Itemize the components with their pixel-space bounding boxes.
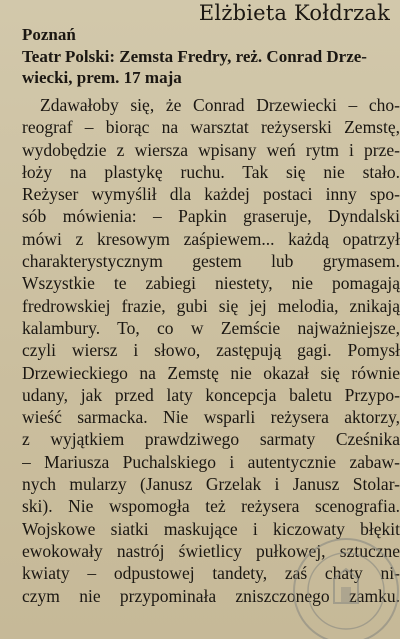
article-city: Poznań [22, 25, 76, 44]
body-line: fredrowskiej frazie, gubi się jej melodia, znikają [22, 295, 400, 316]
body-line: kalambury. To, co w Zemście najważniejsze, [22, 317, 400, 338]
body-line: ski). Nie wspomogła też reżysera scenografia. [22, 496, 400, 517]
body-line: Wszystkie te zabiegi niestety, nie pomagają [22, 273, 400, 294]
body-line: wydobędzie z wiersza wpisany weń rytm i prze- [22, 139, 400, 160]
body-line: Reżyser wymyślił dla każdej postaci inny spo- [22, 184, 400, 205]
body-line: charakterystycznym gestem lub grymasem. [22, 251, 400, 272]
body-line: wieść sarmacka. Nie wsparli reżysera aktorzy, [22, 407, 400, 428]
article-headline [22, 46, 400, 88]
body-line: ewokowały nastrój świetlicy pułkowej, sztuczne [22, 540, 400, 561]
body-line: mówi z kresowym zaśpiewem... każdą opatrzył [22, 228, 400, 249]
headline-line: wiecki, prem. 17 maja [22, 68, 182, 87]
body-line: czyli wiersz i słowo, zastępują gagi. Pomysł [22, 340, 400, 361]
body-line: Wojskowe siatki maskujące i kiczowaty błękit [22, 518, 400, 539]
body-line: udany, jak przed laty koncepcja baletu Przypo- [22, 384, 400, 405]
body-line: kwiaty – odpustowej tandety, zaś chaty ni- [22, 563, 400, 584]
body-line: sób mówienia: – Papkin graseruje, Dyndalski [22, 206, 400, 227]
body-line: Zdawałoby się, że Conrad Drzewiecki – cho- [40, 95, 400, 115]
body-line: Drzewieckiego na Zemstę nie okazał się równie [22, 362, 400, 383]
body-line: z wyjątkiem prawdziwego sarmaty Cześnika [22, 429, 400, 450]
article-author: Elżbieta Kołdrzak [198, 1, 390, 25]
body-line: reograf – biorąc na warsztat reżyserski Zemstę, [22, 117, 400, 138]
article-body [22, 94, 400, 607]
headline-line: Teatr Polski: Zemsta Fredry, reż. Conrad Drze- [22, 47, 367, 66]
body-line: łoży na plastykę ruchu. Tak się nie stało. [22, 161, 400, 182]
library-stamp [286, 531, 400, 639]
body-line: nych mularzy (Janusz Grzelak i Janusz Stolar- [22, 474, 400, 495]
body-line: – Mariusza Puchalskiego i autentycznie zabaw- [22, 451, 400, 472]
body-line: czym nie przypominała zniszczonego zamku. [22, 585, 400, 606]
